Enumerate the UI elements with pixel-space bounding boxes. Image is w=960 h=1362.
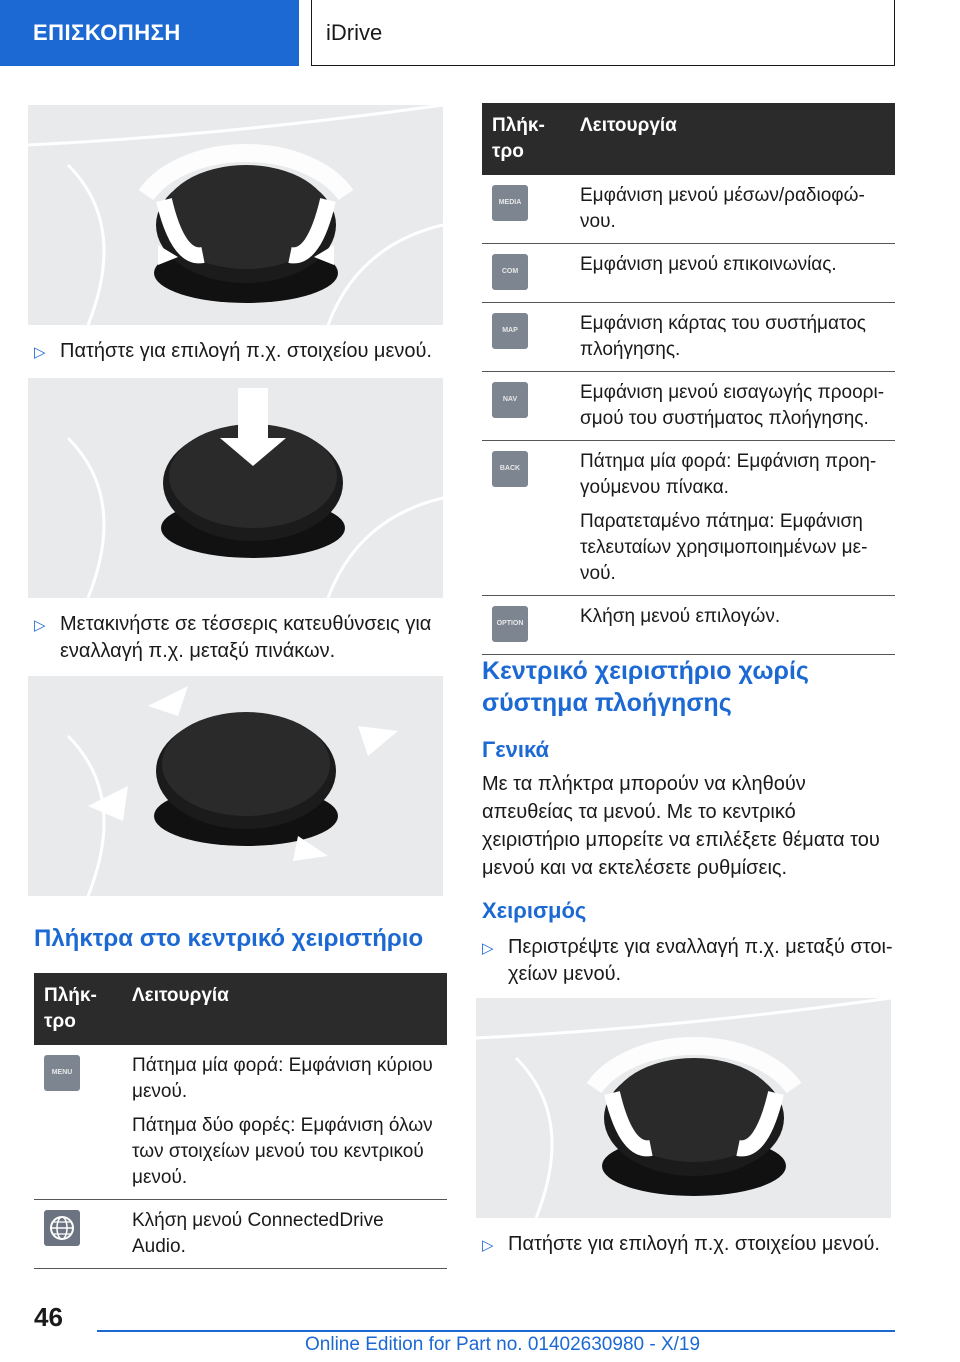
media-key-icon: MEDIA (492, 185, 528, 221)
table-row: COM Εμφάνιση μενού επικοινωνίας. (482, 244, 895, 303)
left-key-table (34, 973, 447, 1269)
general-paragraph: Με τα πλήκτρα μπορούν να κληθούν απευθείας τα μενού. Με το κεντρικό χειριστήριο μπορείτε να επιλέξετε θέματα του μενού και να εκτελέσετε ρυθμίσεις. (482, 773, 880, 879)
table-row: MAP Εμφάνιση κάρτας του συστήματος πλοήγησης. (482, 303, 895, 372)
table-row: Κλήση μενού ConnectedDrive Audio. (34, 1200, 447, 1269)
table-row: MEDIA Εμφάνιση μενού μέσων/ραδιοφώ-νου. (482, 175, 895, 244)
page-number: 46 (34, 1302, 63, 1332)
option-key-icon: OPTION (492, 606, 528, 642)
section-tab: ΕΠΙΣΚΟΠΗΣΗ (0, 0, 299, 66)
controller-press-image (28, 378, 443, 598)
controller-rotate-image-2 (476, 998, 891, 1218)
table-row: BACK Πάτημα μία φορά: Εμφάνιση προη-γούμενου πίνακα. Παρατεταμένο πάτημα: Εμφάνιση τελευταίων χρησιμοποιημένων με-νού. (482, 441, 895, 596)
chapter-title: iDrive (311, 0, 895, 66)
triangle-bullet-icon: ▷ (34, 617, 46, 634)
globe-icon (44, 1210, 80, 1246)
left-bullet-move: ▷ Μετακινήστε σε τέσσερις κατευθύνσεις για εναλλαγή π.χ. μεταξύ πινάκων. (34, 611, 444, 665)
subheading-general: Γενικά (482, 737, 550, 762)
left-bullet-press: ▷ Πατήστε για επιλογή π.χ. στοιχείου μενού. (34, 338, 444, 366)
footer-divider (97, 1330, 895, 1332)
table-row: MENU Πάτημα μία φορά: Εμφάνιση κύριου μενού. Πάτημα δύο φορές: Εμφάνιση όλων των στοιχείων μενού του κεντρικού μενού. (34, 1045, 447, 1200)
table-row: NAV Εμφάνιση μενού εισαγωγής προορι-σμού του συστήματος πλοήγησης. (482, 372, 895, 441)
nav-key-icon: NAV (492, 382, 528, 418)
table-header: Πλήκ- τρο Λειτουργία (34, 973, 447, 1045)
right-key-table (482, 103, 895, 655)
triangle-bullet-icon: ▷ (34, 344, 46, 361)
right-bullet-rotate: ▷ Περιστρέψτε για εναλλαγή π.χ. μεταξύ στοι-χείων μενού. (482, 934, 895, 988)
subheading-operation: Χειρισμός (482, 898, 587, 923)
left-section-heading: Πλήκτρα στο κεντρικό χειριστήριο (34, 925, 424, 952)
com-key-icon: COM (492, 254, 528, 290)
right-bullet-press: ▷ Πατήστε για επιλογή π.χ. στοιχείου μενού. (482, 1231, 895, 1259)
table-header: Πλήκ- τρο Λειτουργία (482, 103, 895, 175)
menu-key-icon: MENU (44, 1055, 80, 1091)
right-section-heading: Κεντρικό χειριστήριο χωρίς σύστημα πλοήγησης (482, 657, 809, 717)
back-key-icon: BACK (492, 451, 528, 487)
controller-rotate-image (28, 105, 443, 325)
footer-edition: Online Edition for Part no. 01402630980 - X/19 (305, 1334, 701, 1355)
map-key-icon: MAP (492, 313, 528, 349)
table-row: OPTION Κλήση μενού επιλογών. (482, 596, 895, 655)
triangle-bullet-icon: ▷ (482, 1237, 494, 1254)
triangle-bullet-icon: ▷ (482, 940, 494, 957)
controller-move-image (28, 676, 443, 896)
